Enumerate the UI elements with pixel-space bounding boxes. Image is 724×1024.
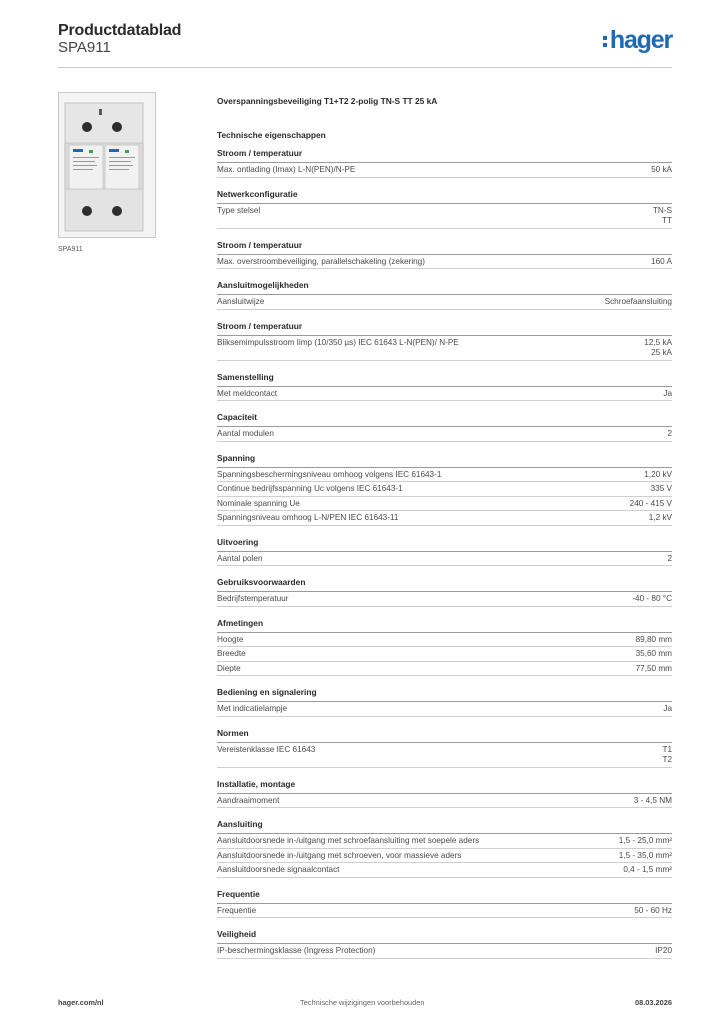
section-heading: Technische eigenschappen <box>217 130 326 140</box>
spec-label: Frequentie <box>217 905 257 915</box>
spec-label: IP-beschermingsklasse (Ingress Protection) <box>217 946 376 955</box>
logo-mark-icon <box>603 36 607 47</box>
spec-label: Aansluitdoorsnede signaalcontact <box>217 865 340 874</box>
spec-label: Aansluitdoorsnede in-/uitgang met schroefaansluiting met soepele aders <box>217 836 480 845</box>
spec-label: Vereistenklasse IEC 61643 <box>217 744 316 754</box>
spec-label: Met indicatielampje <box>217 704 288 713</box>
spec-label: Bedrijfstemperatuur <box>217 594 289 603</box>
logo-text: hager <box>609 26 672 54</box>
spec-row <box>217 633 672 648</box>
spec-value: -40 - 80 °C <box>632 594 672 603</box>
spec-group <box>217 240 672 270</box>
spec-value: 1,2 kV <box>648 513 672 522</box>
spec-row <box>217 387 672 402</box>
spec-label: Continue bedrijfsspanning Uc volgens IEC 61643-1 <box>217 484 403 493</box>
spec-value: T1 T2 <box>662 744 672 764</box>
spec-value: 240 - 415 V <box>629 498 672 508</box>
spec-value: 50 - 60 Hz <box>634 905 672 915</box>
spec-group <box>217 148 672 178</box>
spec-groups <box>217 148 672 959</box>
spec-group-title: Stroom / temperatuur <box>217 321 672 336</box>
spec-row <box>217 743 672 768</box>
spec-label: Max. ontlading (Imax) L-N(PEN)/N-PE <box>217 165 356 174</box>
spec-row <box>217 255 672 270</box>
spec-group-title: Veiligheid <box>217 929 672 944</box>
spec-group-title: Samenstelling <box>217 372 672 387</box>
spec-row <box>217 163 672 178</box>
spec-row <box>217 511 672 526</box>
spec-label: Spanningsniveau omhoog L-N/PEN IEC 61643-11 <box>217 513 399 522</box>
surge-protector-image <box>59 93 155 237</box>
spec-group-title: Aansluitmogelijkheden <box>217 280 672 295</box>
spec-row <box>217 295 672 310</box>
spec-row <box>217 863 672 878</box>
spec-group <box>217 929 672 959</box>
spec-label: Aansluitwijze <box>217 297 265 306</box>
spec-row <box>217 794 672 809</box>
spec-value: 1,5 - 25,0 mm² <box>618 836 672 845</box>
footer-website[interactable]: hager.com/nl <box>58 998 104 1007</box>
spec-value: 2 <box>667 553 672 563</box>
spec-label: Aantal modulen <box>217 429 274 438</box>
product-description: Overspanningsbeveiliging T1+T2 2-polig TN-S TT 25 kA <box>217 96 438 106</box>
spec-group <box>217 453 672 526</box>
spec-group <box>217 280 672 310</box>
page-header <box>58 22 672 68</box>
footer-note: Technische wijzigingen voorbehouden <box>300 998 425 1007</box>
spec-group-title: Netwerkconfiguratie <box>217 189 672 204</box>
product-image <box>58 92 156 238</box>
document-title: Productdatablad <box>58 22 182 39</box>
spec-group-title: Bediening en signalering <box>217 687 672 702</box>
spec-label: Hoogte <box>217 634 244 644</box>
spec-label: Aansluitdoorsnede in-/uitgang met schroeven, voor massieve aders <box>217 850 462 860</box>
spec-group-title: Stroom / temperatuur <box>217 148 672 163</box>
image-caption: SPA911 <box>58 246 83 253</box>
spec-row <box>217 702 672 717</box>
spec-group <box>217 189 672 229</box>
spec-row <box>217 468 672 483</box>
spec-value: 89,80 mm <box>635 634 672 644</box>
spec-value: IP20 <box>655 946 672 955</box>
spec-value: 1,20 kV <box>644 469 672 479</box>
spec-row <box>217 482 672 497</box>
spec-group <box>217 537 672 567</box>
spec-row <box>217 552 672 567</box>
spec-label: Spanningsbeschermingsniveau omhoog volgens IEC 61643-1 <box>217 469 442 479</box>
spec-value: Schroefaansluiting <box>604 297 672 306</box>
spec-value: 335 V <box>650 484 672 493</box>
spec-value: 50 kA <box>651 165 672 174</box>
spec-row <box>217 834 672 849</box>
hager-logo <box>603 27 672 53</box>
footer-date: 08.03.2026 <box>635 998 672 1007</box>
spec-label: Aantal polen <box>217 553 263 563</box>
spec-row <box>217 592 672 607</box>
spec-group <box>217 577 672 607</box>
spec-group <box>217 819 672 878</box>
spec-label: Breedte <box>217 649 246 658</box>
spec-label: Nominale spanning Ue <box>217 498 300 508</box>
spec-label: Max. overstroombeveiliging, parallelschakeling (zekering) <box>217 256 425 266</box>
spec-group-title: Afmetingen <box>217 618 672 633</box>
specifications <box>217 96 672 959</box>
spec-row <box>217 497 672 512</box>
spec-value: 1,5 - 35,0 mm² <box>618 850 672 860</box>
spec-group-title: Uitvoering <box>217 537 672 552</box>
spec-label: Met meldcontact <box>217 388 278 398</box>
spec-row <box>217 944 672 959</box>
spec-row <box>217 647 672 662</box>
spec-row <box>217 336 672 361</box>
spec-group <box>217 779 672 809</box>
spec-group-title: Aansluiting <box>217 819 672 834</box>
spec-value: TN-S TT <box>652 205 672 225</box>
spec-row <box>217 662 672 677</box>
spec-label: Aandraaimoment <box>217 795 280 805</box>
spec-group <box>217 321 672 361</box>
spec-value: 2 <box>667 429 672 438</box>
spec-value: 3 - 4,5 NM <box>633 795 672 805</box>
spec-group-title: Frequentie <box>217 889 672 904</box>
product-code: SPA911 <box>58 39 111 56</box>
spec-group <box>217 618 672 677</box>
spec-value: 160 A <box>651 256 672 266</box>
spec-row <box>217 204 672 229</box>
spec-value: Ja <box>663 388 672 398</box>
spec-group <box>217 687 672 717</box>
spec-group <box>217 889 672 919</box>
spec-value: Ja <box>663 704 672 713</box>
spec-group-title: Normen <box>217 728 672 743</box>
spec-group-title: Stroom / temperatuur <box>217 240 672 255</box>
spec-value: 12,5 kA 25 kA <box>644 337 672 357</box>
spec-label: Type stelsel <box>217 205 261 215</box>
spec-group-title: Capaciteit <box>217 412 672 427</box>
spec-group <box>217 728 672 768</box>
spec-group <box>217 372 672 402</box>
spec-row <box>217 849 672 864</box>
spec-row <box>217 904 672 919</box>
spec-label: Diepte <box>217 663 241 673</box>
spec-row <box>217 427 672 442</box>
spec-label: Bliksemimpulsstroom Iimp (10/350 µs) IEC 61643 L-N(PEN)/ N-PE <box>217 337 459 347</box>
spec-group-title: Gebruiksvoorwaarden <box>217 577 672 592</box>
spec-group-title: Spanning <box>217 453 672 468</box>
spec-value: 35,60 mm <box>635 649 672 658</box>
spec-value: 0,4 - 1,5 mm² <box>623 865 672 874</box>
spec-group <box>217 412 672 442</box>
spec-group-title: Installatie, montage <box>217 779 672 794</box>
spec-value: 77,50 mm <box>635 663 672 673</box>
